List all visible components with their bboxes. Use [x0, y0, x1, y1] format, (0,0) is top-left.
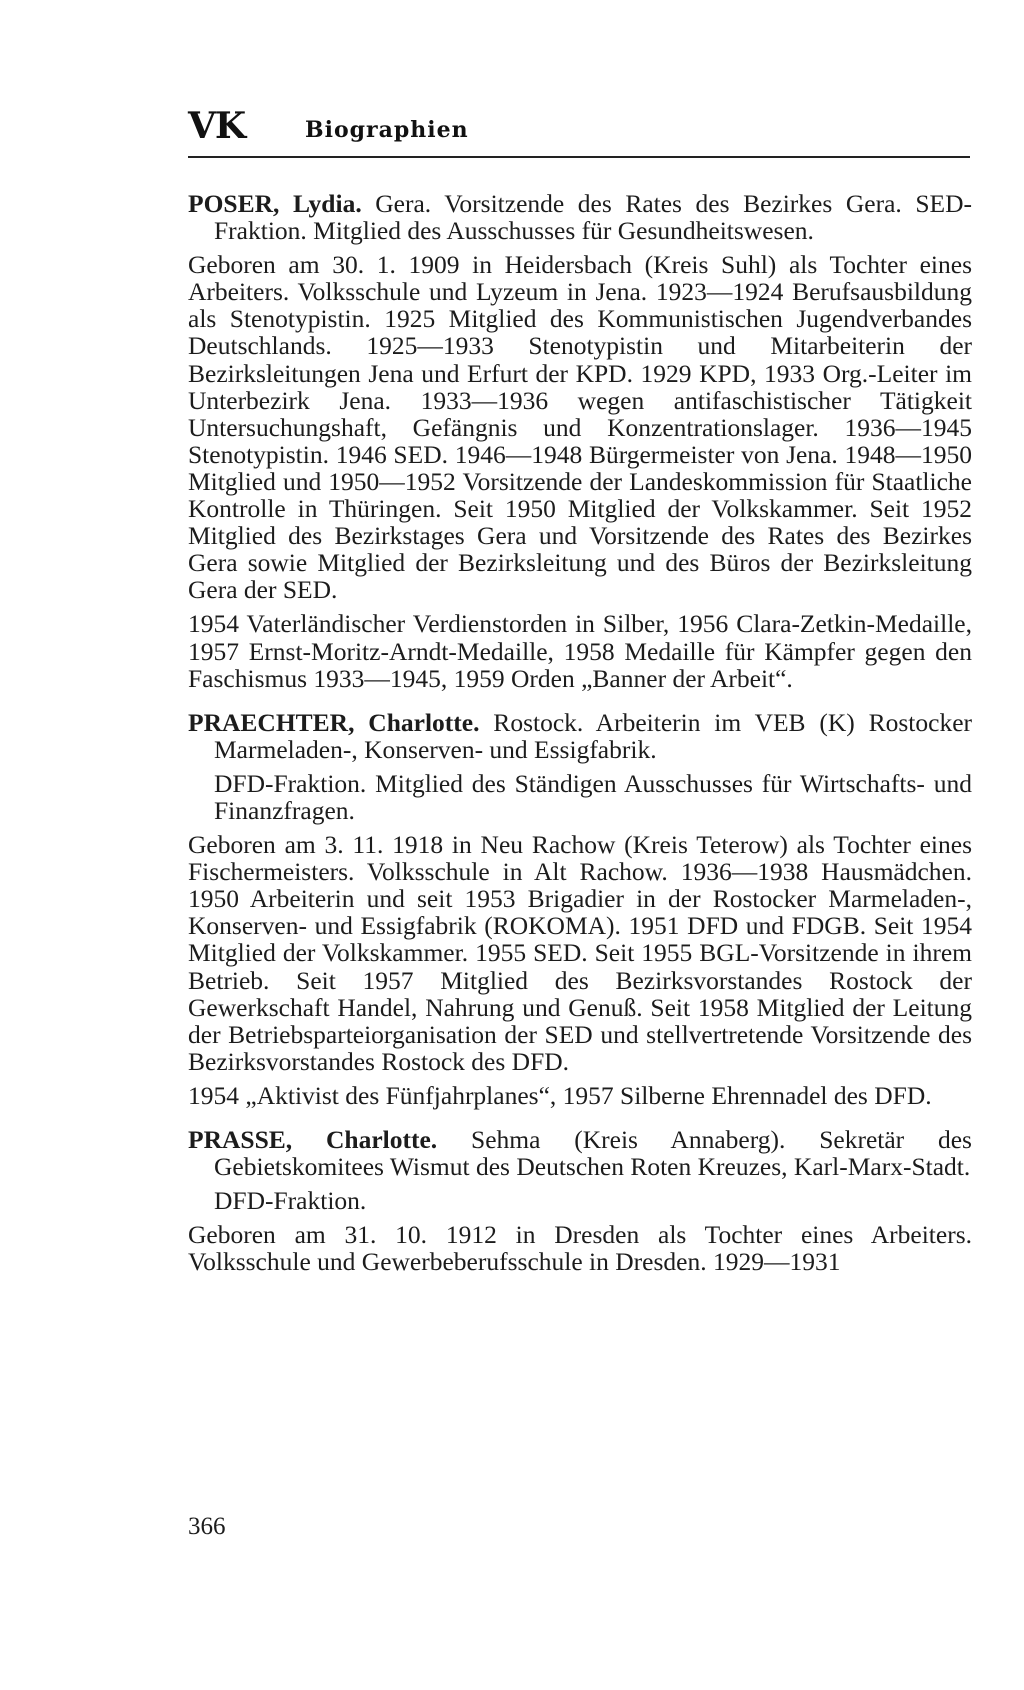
biography-entry	[188, 709, 972, 1109]
entry-heading	[188, 709, 972, 763]
entry-heading	[188, 1126, 972, 1180]
entry-name: PRAECHTER, Charlotte.	[188, 707, 480, 737]
running-header	[188, 105, 970, 164]
entry-biography: Geboren am 31. 10. 1912 in Dresden als Tochter eines Arbeiters. Volksschule und Gewerbeberufsschule in Dresden. 1929—1931	[188, 1220, 972, 1277]
entry-role: Sehma (Kreis Annaberg). Sekretär des Gebietskomitees Wismut des Deutschen Roten Kreuzes, Karl-Marx-Stadt.	[214, 1125, 972, 1182]
entry-faction: DFD-Fraktion.	[214, 1186, 367, 1216]
entry-role: Gera. Vorsitzende des Rates des Bezirkes Gera. SED-Fraktion. Mitglied des Ausschusses für Gesundheitswesen.	[214, 189, 972, 246]
header-rule	[188, 156, 970, 158]
entry-faction: DFD-Fraktion. Mitglied des Ständigen Ausschusses für Wirtschafts- und Finanzfragen.	[214, 768, 972, 825]
biography-entry	[188, 1126, 972, 1275]
section-title: Biographien	[305, 117, 469, 143]
biography-list	[188, 190, 972, 1292]
entry-heading	[188, 190, 972, 244]
entry-role: Rostock. Arbeiterin im VEB (K) Rostocker Marmeladen-, Konserven- und Essigfabrik.	[214, 707, 973, 764]
entry-name: PRASSE, Charlotte.	[188, 1125, 438, 1154]
entry-name: POSER, Lydia.	[188, 189, 362, 218]
page-number: 366	[188, 1513, 226, 1540]
entry-honors: 1954 „Aktivist des Fünfjahrplanes“, 1957 Silberne Ehrennadel des DFD.	[188, 1080, 932, 1110]
biography-entry	[188, 190, 972, 692]
entry-biography: Geboren am 3. 11. 1918 in Neu Rachow (Kreis Teterow) als Tochter eines Fischermeisters. Volksschule in Alt Rachow. 1936—1938 Hausmädchen. 1950 Arbeiterin und seit 1953 Brigadier in der Rostocker Marmeladen-, Konserven- und Essigfabrik (ROKOMA). 1951 DFD und FDGB. Seit 1954 Mitglied der Volkskammer. 1955 SED. Seit 1955 BGL-Vorsitzende in ihrem Betrieb. Seit 1957 Mitglied des Bezirksvorstandes Rostock der Gewerkschaft Handel, Nahrung und Genuß. Seit 1958 Mitglied der Leitung der Betriebsparteiorganisation der SED und stellvertretende Vorsitzende des Bezirksvorstandes Rostock des DFD.	[188, 830, 972, 1076]
vk-logo: VK	[188, 105, 246, 147]
entry-honors: 1954 Vaterländischer Verdienstorden in Silber, 1956 Clara-Zetkin-Medaille, 1957 Ernst-Moritz-Arndt-Medaille, 1958 Medaille für Kämpfer gegen den Faschismus 1933—1945, 1959 Orden „Banner der Arbeit“.	[188, 609, 972, 693]
entry-biography: Geboren am 30. 1. 1909 in Heidersbach (Kreis Suhl) als Tochter eines Arbeiters. Volksschule und Lyzeum in Jena. 1923—1924 Berufsausbildung als Stenotypistin. 1925 Mitglied des Kommunistischen Jugendverbandes Deutschlands. 1925—1933 Stenotypistin und Mitarbeiterin der Bezirksleitungen Jena und Erfurt der KPD. 1929 KPD, 1933 Org.-Leiter im Unterbezirk Jena. 1933—1936 wegen antifaschistischer Tätigkeit Untersuchungshaft, Gefängnis und Konzentrationslager. 1936—1945 Stenotypistin. 1946 SED. 1946—1948 Bürgermeister von Jena. 1948—1950 Mitglied und 1950—1952 Vorsitzende der Landeskommission für Staatliche Kontrolle in Thüringen. Seit 1950 Mitglied der Volkskammer. Seit 1952 Mitglied des Bezirkstages Gera und Vorsitzende des Rates des Bezirkes Gera sowie Mitglied der Bezirksleitung und des Büros der Bezirksleitung Gera der SED.	[188, 250, 972, 605]
